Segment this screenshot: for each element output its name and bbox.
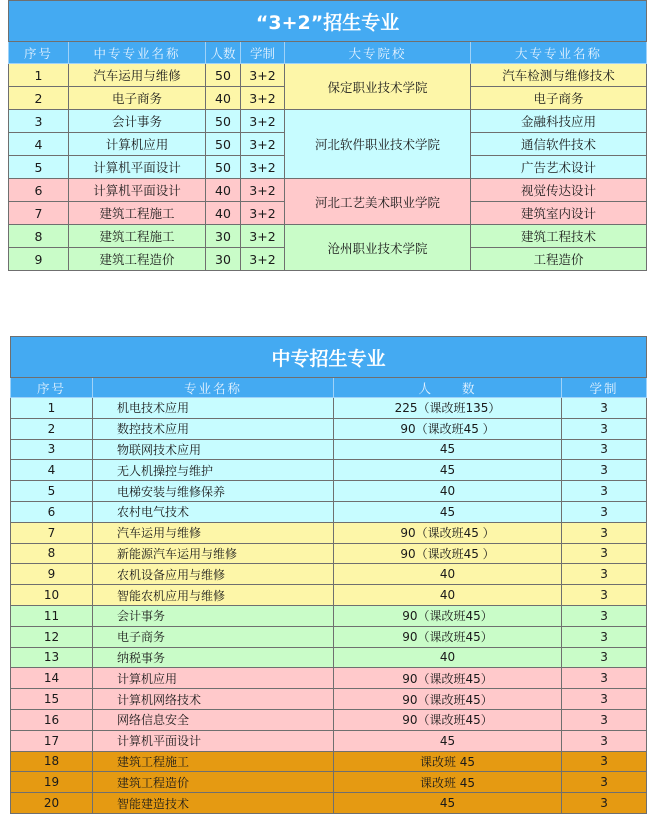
cell-years: 3 [562, 709, 647, 730]
table-row [11, 460, 647, 481]
table-row [11, 585, 647, 606]
table-row [11, 772, 647, 793]
cell-major: 建筑工程施工 [69, 202, 206, 225]
table-row [11, 668, 647, 689]
table-row [11, 626, 647, 647]
table-row [9, 179, 647, 202]
cell-no: 13 [11, 647, 93, 668]
cell-college: 河北软件职业技术学院 [285, 110, 471, 179]
cell-college: 河北工艺美术职业学院 [285, 179, 471, 225]
cell-years: 3 [562, 522, 647, 543]
cell-major: 计算机应用 [93, 668, 334, 689]
cell-count: 225（课改班135） [334, 398, 562, 419]
cell-college-major: 建筑工程技术 [471, 225, 647, 248]
table-title: 中专招生专业 [11, 337, 647, 378]
cell-years: 3+2 [241, 248, 285, 271]
cell-major: 电梯安装与维修保养 [93, 481, 334, 502]
cell-no: 4 [9, 133, 69, 156]
cell-years: 3 [562, 439, 647, 460]
cell-no: 12 [11, 626, 93, 647]
cell-major: 电子商务 [93, 626, 334, 647]
cell-count: 50 [206, 133, 241, 156]
table-row [9, 225, 647, 248]
cell-no: 14 [11, 668, 93, 689]
cell-college-major: 视觉传达设计 [471, 179, 647, 202]
cell-major: 建筑工程施工 [69, 225, 206, 248]
cell-major: 建筑工程施工 [93, 751, 334, 772]
cell-major: 计算机应用 [69, 133, 206, 156]
cell-count: 40 [206, 179, 241, 202]
cell-years: 3 [562, 418, 647, 439]
cell-count: 40 [334, 647, 562, 668]
cell-years: 3+2 [241, 156, 285, 179]
cell-major: 汽车运用与维修 [69, 64, 206, 87]
cell-no: 7 [9, 202, 69, 225]
cell-major: 智能建造技术 [93, 793, 334, 814]
table-row [11, 605, 647, 626]
cell-major: 汽车运用与维修 [93, 522, 334, 543]
cell-major: 数控技术应用 [93, 418, 334, 439]
header-college-major: 大专专业名称 [471, 42, 647, 64]
header-major: 专业名称 [93, 378, 334, 398]
cell-count: 50 [206, 64, 241, 87]
cell-college-major: 工程造价 [471, 248, 647, 271]
cell-years: 3 [562, 689, 647, 710]
cell-no: 16 [11, 709, 93, 730]
header-no: 序号 [11, 378, 93, 398]
cell-major: 计算机平面设计 [69, 156, 206, 179]
cell-count: 90（课改班45 ） [334, 543, 562, 564]
cell-years: 3+2 [241, 87, 285, 110]
cell-count: 30 [206, 225, 241, 248]
cell-no: 15 [11, 689, 93, 710]
cell-college-major: 广告艺术设计 [471, 156, 647, 179]
cell-major: 新能源汽车运用与维修 [93, 543, 334, 564]
cell-major: 农机设备应用与维修 [93, 564, 334, 585]
cell-no: 9 [9, 248, 69, 271]
table-title: “3+2”招生专业 [9, 1, 647, 42]
cell-major: 电子商务 [69, 87, 206, 110]
cell-count: 40 [334, 564, 562, 585]
cell-major: 建筑工程造价 [69, 248, 206, 271]
cell-major: 农村电气技术 [93, 501, 334, 522]
cell-years: 3 [562, 626, 647, 647]
table-row [11, 501, 647, 522]
cell-years: 3+2 [241, 202, 285, 225]
cell-no: 18 [11, 751, 93, 772]
table-row [9, 64, 647, 87]
cell-no: 7 [11, 522, 93, 543]
cell-years: 3 [562, 730, 647, 751]
cell-major: 智能农机应用与维修 [93, 585, 334, 606]
cell-no: 3 [11, 439, 93, 460]
cell-years: 3+2 [241, 133, 285, 156]
cell-years: 3 [562, 398, 647, 419]
cell-count: 90（课改班45） [334, 626, 562, 647]
cell-major: 会计事务 [69, 110, 206, 133]
cell-major: 计算机平面设计 [69, 179, 206, 202]
cell-college-major: 汽车检测与维修技术 [471, 64, 647, 87]
table-row [11, 439, 647, 460]
cell-years: 3 [562, 751, 647, 772]
table-secondary [10, 336, 647, 814]
table-row [11, 689, 647, 710]
table-row [11, 647, 647, 668]
cell-years: 3 [562, 481, 647, 502]
cell-count: 课改班 45 [334, 772, 562, 793]
cell-count: 45 [334, 439, 562, 460]
cell-count: 50 [206, 110, 241, 133]
header-count: 人 数 [334, 378, 562, 398]
cell-no: 6 [11, 501, 93, 522]
cell-years: 3 [562, 543, 647, 564]
table-row [11, 751, 647, 772]
cell-major: 计算机平面设计 [93, 730, 334, 751]
table-row [11, 481, 647, 502]
cell-years: 3+2 [241, 179, 285, 202]
cell-no: 2 [9, 87, 69, 110]
cell-no: 8 [11, 543, 93, 564]
cell-count: 30 [206, 248, 241, 271]
cell-years: 3 [562, 460, 647, 481]
cell-count: 90（课改班45） [334, 605, 562, 626]
cell-college: 保定职业技术学院 [285, 64, 471, 110]
cell-college-major: 金融科技应用 [471, 110, 647, 133]
cell-count: 45 [334, 501, 562, 522]
table-3plus2 [8, 0, 647, 271]
cell-no: 5 [11, 481, 93, 502]
cell-major: 纳税事务 [93, 647, 334, 668]
cell-count: 45 [334, 730, 562, 751]
cell-major: 无人机操控与维护 [93, 460, 334, 481]
cell-count: 40 [334, 585, 562, 606]
cell-major: 计算机网络技术 [93, 689, 334, 710]
table-row [9, 110, 647, 133]
cell-years: 3 [562, 501, 647, 522]
cell-college-major: 通信软件技术 [471, 133, 647, 156]
cell-count: 40 [206, 87, 241, 110]
cell-count: 90（课改班45 ） [334, 522, 562, 543]
cell-no: 4 [11, 460, 93, 481]
cell-no: 19 [11, 772, 93, 793]
cell-major: 建筑工程造价 [93, 772, 334, 793]
cell-no: 11 [11, 605, 93, 626]
cell-college-major: 电子商务 [471, 87, 647, 110]
cell-years: 3 [562, 793, 647, 814]
table-row [11, 398, 647, 419]
cell-no: 1 [9, 64, 69, 87]
cell-no: 6 [9, 179, 69, 202]
cell-count: 90（课改班45） [334, 709, 562, 730]
cell-years: 3+2 [241, 225, 285, 248]
cell-years: 3 [562, 564, 647, 585]
cell-count: 90（课改班45） [334, 668, 562, 689]
cell-no: 2 [11, 418, 93, 439]
cell-college: 沧州职业技术学院 [285, 225, 471, 271]
cell-years: 3+2 [241, 64, 285, 87]
cell-years: 3 [562, 605, 647, 626]
cell-no: 9 [11, 564, 93, 585]
cell-major: 网络信息安全 [93, 709, 334, 730]
cell-no: 20 [11, 793, 93, 814]
table-row [11, 418, 647, 439]
cell-count: 90（课改班45） [334, 689, 562, 710]
table-row [11, 522, 647, 543]
cell-major: 机电技术应用 [93, 398, 334, 419]
table-row [11, 793, 647, 814]
cell-count: 90（课改班45 ） [334, 418, 562, 439]
cell-no: 3 [9, 110, 69, 133]
table-row [11, 543, 647, 564]
cell-count: 40 [206, 202, 241, 225]
cell-count: 45 [334, 793, 562, 814]
cell-no: 8 [9, 225, 69, 248]
header-years: 学制 [562, 378, 647, 398]
cell-count: 40 [334, 481, 562, 502]
cell-count: 50 [206, 156, 241, 179]
cell-college-major: 建筑室内设计 [471, 202, 647, 225]
cell-no: 17 [11, 730, 93, 751]
cell-no: 5 [9, 156, 69, 179]
header-college: 大专院校 [285, 42, 471, 64]
cell-major: 物联网技术应用 [93, 439, 334, 460]
cell-years: 3 [562, 647, 647, 668]
cell-years: 3 [562, 772, 647, 793]
cell-major: 会计事务 [93, 605, 334, 626]
cell-years: 3 [562, 668, 647, 689]
cell-count: 课改班 45 [334, 751, 562, 772]
cell-no: 1 [11, 398, 93, 419]
header-major: 中专专业名称 [69, 42, 206, 64]
header-count: 人数 [206, 42, 241, 64]
cell-no: 10 [11, 585, 93, 606]
header-no: 序号 [9, 42, 69, 64]
header-years: 学制 [241, 42, 285, 64]
table-row [11, 730, 647, 751]
cell-years: 3 [562, 585, 647, 606]
cell-years: 3+2 [241, 110, 285, 133]
cell-count: 45 [334, 460, 562, 481]
table-row [11, 564, 647, 585]
table-row [11, 709, 647, 730]
